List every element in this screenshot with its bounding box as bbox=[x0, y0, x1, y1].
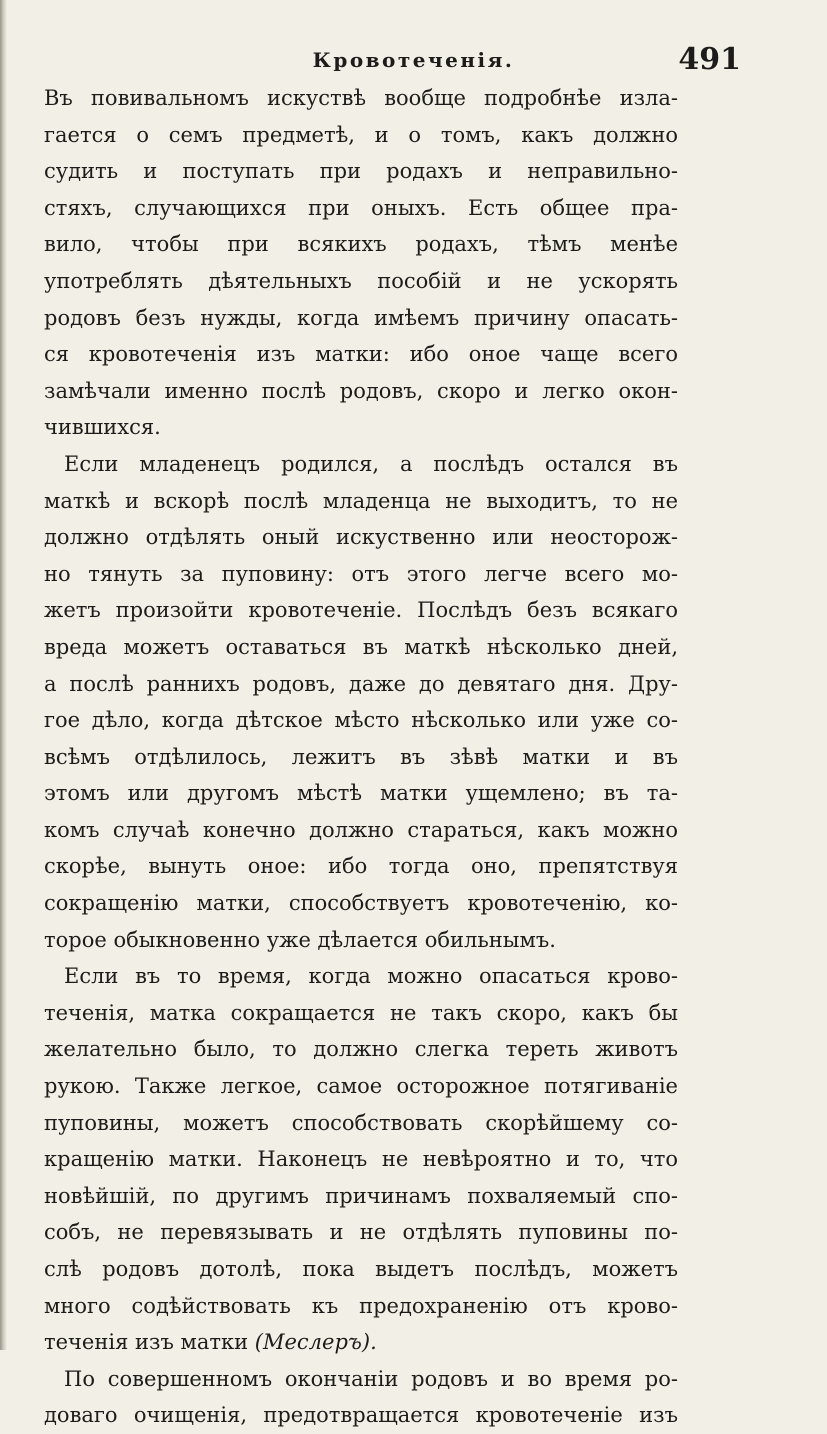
text-line: должно отдѣлять оный искуственно или неосторож- bbox=[44, 525, 678, 550]
text-line: этомъ или другомъ мѣстѣ матки ущемлено; въ та- bbox=[44, 781, 678, 806]
text-line: родовъ безъ нужды, когда имѣемъ причину опасать- bbox=[44, 305, 678, 330]
text-line: гается о семъ предметѣ, и о томъ, какъ должно bbox=[44, 122, 678, 147]
text-line: стяхъ, случающихся при оныхъ. Есть общее пра- bbox=[44, 195, 678, 220]
text-line: вреда можетъ оставаться въ маткѣ нѣсколько дней, bbox=[44, 634, 678, 659]
text-line: желательно было, то должно слегка тереть животъ bbox=[44, 1037, 678, 1062]
text-line: кращенію матки. Наконецъ не невѣроятно и то, что bbox=[44, 1147, 678, 1172]
text-line: торое обыкновенно уже дѣлается обильнымъ. bbox=[44, 927, 556, 952]
running-head: Кровотеченія. bbox=[312, 48, 515, 72]
text-line: Если въ то время, когда можно опасаться крово- bbox=[64, 964, 678, 989]
text-line: новѣйшій, по другимъ причинамъ похваляемый спо- bbox=[44, 1183, 678, 1208]
text-line-content: теченія изъ матки bbox=[44, 1330, 249, 1355]
page-edge bbox=[0, 0, 7, 1350]
text-line: ся кровотеченія изъ матки: ибо оное чаще всего bbox=[44, 342, 678, 367]
text-line: Если младенецъ родился, а послѣдъ остался въ bbox=[64, 451, 678, 476]
text-line: комъ случаѣ конечно должно стараться, какъ можно bbox=[44, 817, 678, 842]
text-line: собъ, не перевязывать и не отдѣлять пуповины по- bbox=[44, 1220, 678, 1245]
text-line: но тянуть за пуповину: отъ этого легче всего мо- bbox=[44, 561, 678, 586]
paragraph-4 bbox=[44, 1361, 678, 1434]
text-line: сокращенію матки, способствуетъ кровотеченію, ко- bbox=[44, 891, 678, 916]
paragraph-2 bbox=[44, 446, 678, 958]
text-line: вило, чтобы при всякихъ родахъ, тѣмъ менѣе bbox=[44, 232, 678, 257]
body-text bbox=[44, 80, 678, 1434]
text-line: замѣчали именно послѣ родовъ, скоро и легко окон- bbox=[44, 378, 678, 403]
text-line: чившихся. bbox=[44, 415, 161, 440]
text-line: всѣмъ отдѣлилось, лежитъ въ зѣвѣ матки и въ bbox=[44, 744, 678, 769]
text-line: По совершенномъ окончаніи родовъ и во время ро- bbox=[64, 1366, 678, 1391]
text-line: гое дѣло, когда дѣтское мѣсто нѣсколько или уже со- bbox=[44, 708, 678, 733]
paragraph-1 bbox=[44, 80, 678, 446]
citation-author: (Меслеръ). bbox=[254, 1330, 377, 1355]
text-line: доваго очищенія, предотвращается кровотеченіе изъ bbox=[44, 1403, 678, 1428]
page-number: 491 bbox=[678, 42, 741, 77]
text-line: маткѣ и вскорѣ послѣ младенца не выходитъ, то не bbox=[44, 488, 678, 513]
text-line: пуповины, можетъ способствовать скорѣйшему со- bbox=[44, 1110, 678, 1135]
text-line: теченія, матка сокращается не такъ скоро, какъ бы bbox=[44, 1000, 678, 1025]
text-line: слѣ родовъ дотолѣ, пока выдетъ послѣдъ, можетъ bbox=[44, 1257, 678, 1281]
text-line: рукою. Также легкое, самое осторожное потягиваніе bbox=[44, 1074, 678, 1099]
text-line: употреблять дѣятельныхъ пособій и не ускорять bbox=[44, 268, 678, 293]
text-line: жетъ произойти кровотеченіе. Послѣдъ безъ всякаго bbox=[44, 598, 678, 623]
text-line: много содѣйствовать къ предохраненію отъ крово- bbox=[44, 1293, 678, 1318]
page-header bbox=[40, 40, 787, 80]
text-line: Въ повивальномъ искуствѣ вообще подробнѣе изла- bbox=[44, 86, 678, 110]
text-line-with-citation bbox=[44, 1324, 678, 1361]
text-line: а послѣ раннихъ родовъ, даже до девятаго дня. Дру- bbox=[44, 671, 678, 696]
text-line: судить и поступать при родахъ и неправильно- bbox=[44, 159, 678, 184]
paragraph-3 bbox=[44, 958, 678, 1361]
text-line: скорѣе, вынуть оное: ибо тогда оно, препятствуя bbox=[44, 854, 678, 879]
